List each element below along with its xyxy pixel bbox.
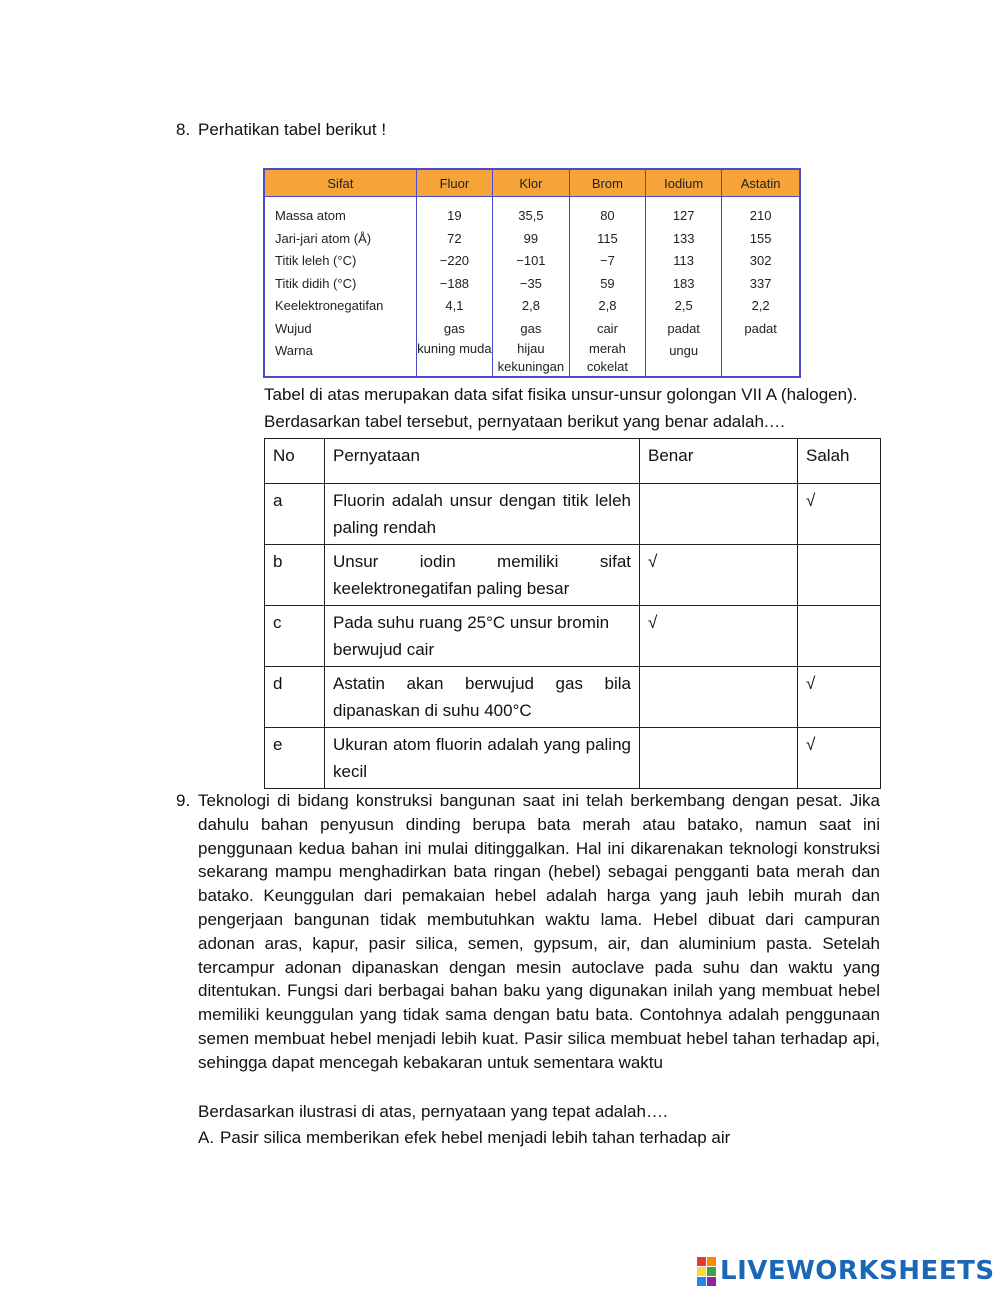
- property-label: Jari-jari atom (Å): [275, 230, 372, 246]
- option-text: Pasir silica memberikan efek hebel menjadi lebih tahan terhadap air: [220, 1128, 731, 1147]
- benar-cell[interactable]: [640, 484, 798, 545]
- property-label: Keelektronegatifan: [275, 298, 384, 313]
- logo-square: [697, 1257, 706, 1266]
- property-label: Warna: [275, 343, 313, 358]
- value-cell: −220: [439, 253, 470, 268]
- value-cell: merah cokelat: [586, 341, 629, 374]
- property-label: Massa atom: [275, 208, 346, 223]
- salah-cell[interactable]: √: [798, 484, 881, 545]
- table-row: [265, 667, 881, 728]
- astatin-column: [722, 197, 799, 379]
- salah-cell[interactable]: √: [798, 728, 881, 789]
- value-cell: 155: [749, 230, 772, 246]
- header-no: No: [265, 439, 325, 484]
- logo-mark-icon: [697, 1257, 716, 1286]
- property-column: [265, 197, 416, 379]
- value-cell: −188: [439, 275, 470, 291]
- row-letter: d: [265, 667, 325, 728]
- liveworksheets-logo: [697, 1256, 995, 1286]
- row-letter: a: [265, 484, 325, 545]
- value-cell: 99: [523, 230, 539, 246]
- question-text: Teknologi di bidang konstruksi bangunan saat ini telah berkembang dengan pesat. Jika dahulu bahan penyusun dinding berupa bata merah atau batako, namun saat ini penggunaan kedua bahan ini mulai ditinggalkan. Hal ini dikarenakan teknologi konstruksi sekarang mampu menghadirkan bata ringan (hebel) sebagai pengganti bata merah dan batako. Keunggulan dari pemakaian hebel adalah harga yang jauh lebih murah dan pengerjaan bangunan tidak membutuhkan waktu lama. Hebel dibuat dari campuran adonan aras, kapur, pasir silica, semen, gypsum, air, dan aluminium pasta. Setelah tercampur adonan dipanaskan dengan mesin autoclave pada suhu dan waktu yang ditentukan. Fungsi dari berbagai bahan baku yang digunakan inilah yang membuat hebel memiliki keunggulan yang tidak sama dengan batu bata. Contohnya adalah penggunaan semen membuat hebel menjadi lebih kuat. Pasir silica membuat hebel tahan terhadap api, sehingga dapat mencegah kebakaran untuk sementara waktu: [198, 791, 880, 1072]
- value-cell: 302: [749, 253, 772, 268]
- question-9: [176, 789, 880, 1075]
- value-cell: 19: [447, 208, 462, 223]
- value-cell: −7: [600, 253, 615, 268]
- value-cell: hijau kekuningan: [497, 341, 565, 374]
- salah-cell[interactable]: [798, 545, 881, 606]
- table-description: Tabel di atas merupakan data sifat fisika unsur-unsur golongan VII A (halogen).: [264, 385, 858, 404]
- value-cell: gas: [443, 320, 465, 336]
- value-cell: 72: [447, 230, 462, 246]
- row-letter: e: [265, 728, 325, 789]
- statement-text: Fluorin adalah unsur dengan titik leleh paling rendah: [325, 484, 640, 545]
- value-cell: 2,2: [751, 298, 770, 313]
- statement-text: Unsur iodin memiliki sifat keelektronegatifan paling besar: [325, 545, 640, 606]
- value-cell: 133: [672, 230, 695, 246]
- value-cell: 2,8: [598, 298, 617, 313]
- value-cell: −35: [519, 275, 542, 291]
- statement-text: Pada suhu ruang 25°C unsur bromin berwujud cair: [325, 606, 640, 667]
- statement-text: Astatin akan berwujud gas bila dipanaskan di suhu 400°C: [325, 667, 640, 728]
- header-cell: Fluor: [416, 170, 492, 197]
- benar-cell[interactable]: √: [640, 545, 798, 606]
- header-pernyataan: Pernyataan: [325, 439, 640, 484]
- klor-column: [493, 197, 570, 379]
- benar-cell[interactable]: [640, 728, 798, 789]
- logo-square: [707, 1257, 716, 1266]
- value-cell: 2,5: [674, 298, 693, 313]
- question-text: Perhatikan tabel berikut !: [198, 120, 387, 139]
- value-cell: 183: [672, 275, 695, 291]
- header-benar: Benar: [640, 439, 798, 484]
- value-cell: 80: [600, 208, 615, 223]
- table-row: [265, 606, 881, 667]
- iodium-column: [646, 197, 722, 379]
- statements-header-row: [265, 439, 881, 484]
- value-cell: 59: [600, 275, 615, 291]
- row-letter: c: [265, 606, 325, 667]
- fluor-column: [416, 197, 492, 379]
- value-cell: cair: [596, 320, 618, 336]
- value-cell: 113: [673, 253, 695, 268]
- value-cell: 210: [749, 208, 772, 223]
- question-number: 9.: [176, 791, 191, 810]
- value-cell: padat: [667, 320, 700, 336]
- halogen-data-table: [263, 168, 801, 378]
- benar-cell[interactable]: √: [640, 606, 798, 667]
- table-row: [265, 545, 881, 606]
- salah-cell[interactable]: √: [798, 667, 881, 728]
- value-cell: −101: [516, 253, 546, 268]
- logo-square: [707, 1267, 716, 1276]
- header-cell: Astatin: [722, 170, 799, 197]
- value-cell: gas: [520, 320, 542, 336]
- value-cell: 2,8: [521, 298, 540, 313]
- question-number: 8.: [176, 120, 191, 139]
- value-cell: [722, 340, 799, 363]
- brom-column: [569, 197, 645, 379]
- table-row: [265, 728, 881, 789]
- logo-square: [697, 1277, 706, 1286]
- value-cell: padat: [744, 320, 777, 336]
- logo-square: [697, 1267, 706, 1276]
- halogen-header-row: [265, 170, 799, 197]
- header-cell: Klor: [493, 170, 570, 197]
- value-cell: 115: [597, 230, 618, 246]
- value-cell: 4,1: [445, 298, 464, 313]
- value-cell: kuning muda: [417, 341, 492, 356]
- header-cell: Sifat: [265, 170, 416, 197]
- property-label: Wujud: [275, 320, 312, 336]
- question-prompt: Berdasarkan tabel tersebut, pernyataan berikut yang benar adalah.…: [264, 412, 786, 431]
- value-cell: 337: [749, 275, 772, 291]
- salah-cell[interactable]: [798, 606, 881, 667]
- statements-table: [264, 438, 881, 789]
- question-8-title: [176, 118, 386, 142]
- value-cell: ungu: [669, 343, 699, 358]
- value-cell: 35,5: [518, 208, 544, 223]
- logo-text: LIVEWORKSHEETS: [720, 1256, 995, 1286]
- statement-text: Ukuran atom fluorin adalah yang paling kecil: [325, 728, 640, 789]
- header-cell: Iodium: [646, 170, 722, 197]
- value-cell: 127: [672, 208, 695, 223]
- option-a[interactable]: [198, 1126, 730, 1150]
- row-letter: b: [265, 545, 325, 606]
- halogen-body-row: [265, 197, 799, 379]
- property-label: Titik didih (°C): [275, 275, 357, 291]
- option-letter: A.: [198, 1128, 215, 1147]
- benar-cell[interactable]: [640, 667, 798, 728]
- property-label: Titik leleh (°C): [275, 253, 357, 268]
- table-row: [265, 484, 881, 545]
- question-prompt: Berdasarkan ilustrasi di atas, pernyataan yang tepat adalah….: [198, 1102, 668, 1121]
- header-salah: Salah: [798, 439, 881, 484]
- logo-square: [707, 1277, 716, 1286]
- header-cell: Brom: [569, 170, 645, 197]
